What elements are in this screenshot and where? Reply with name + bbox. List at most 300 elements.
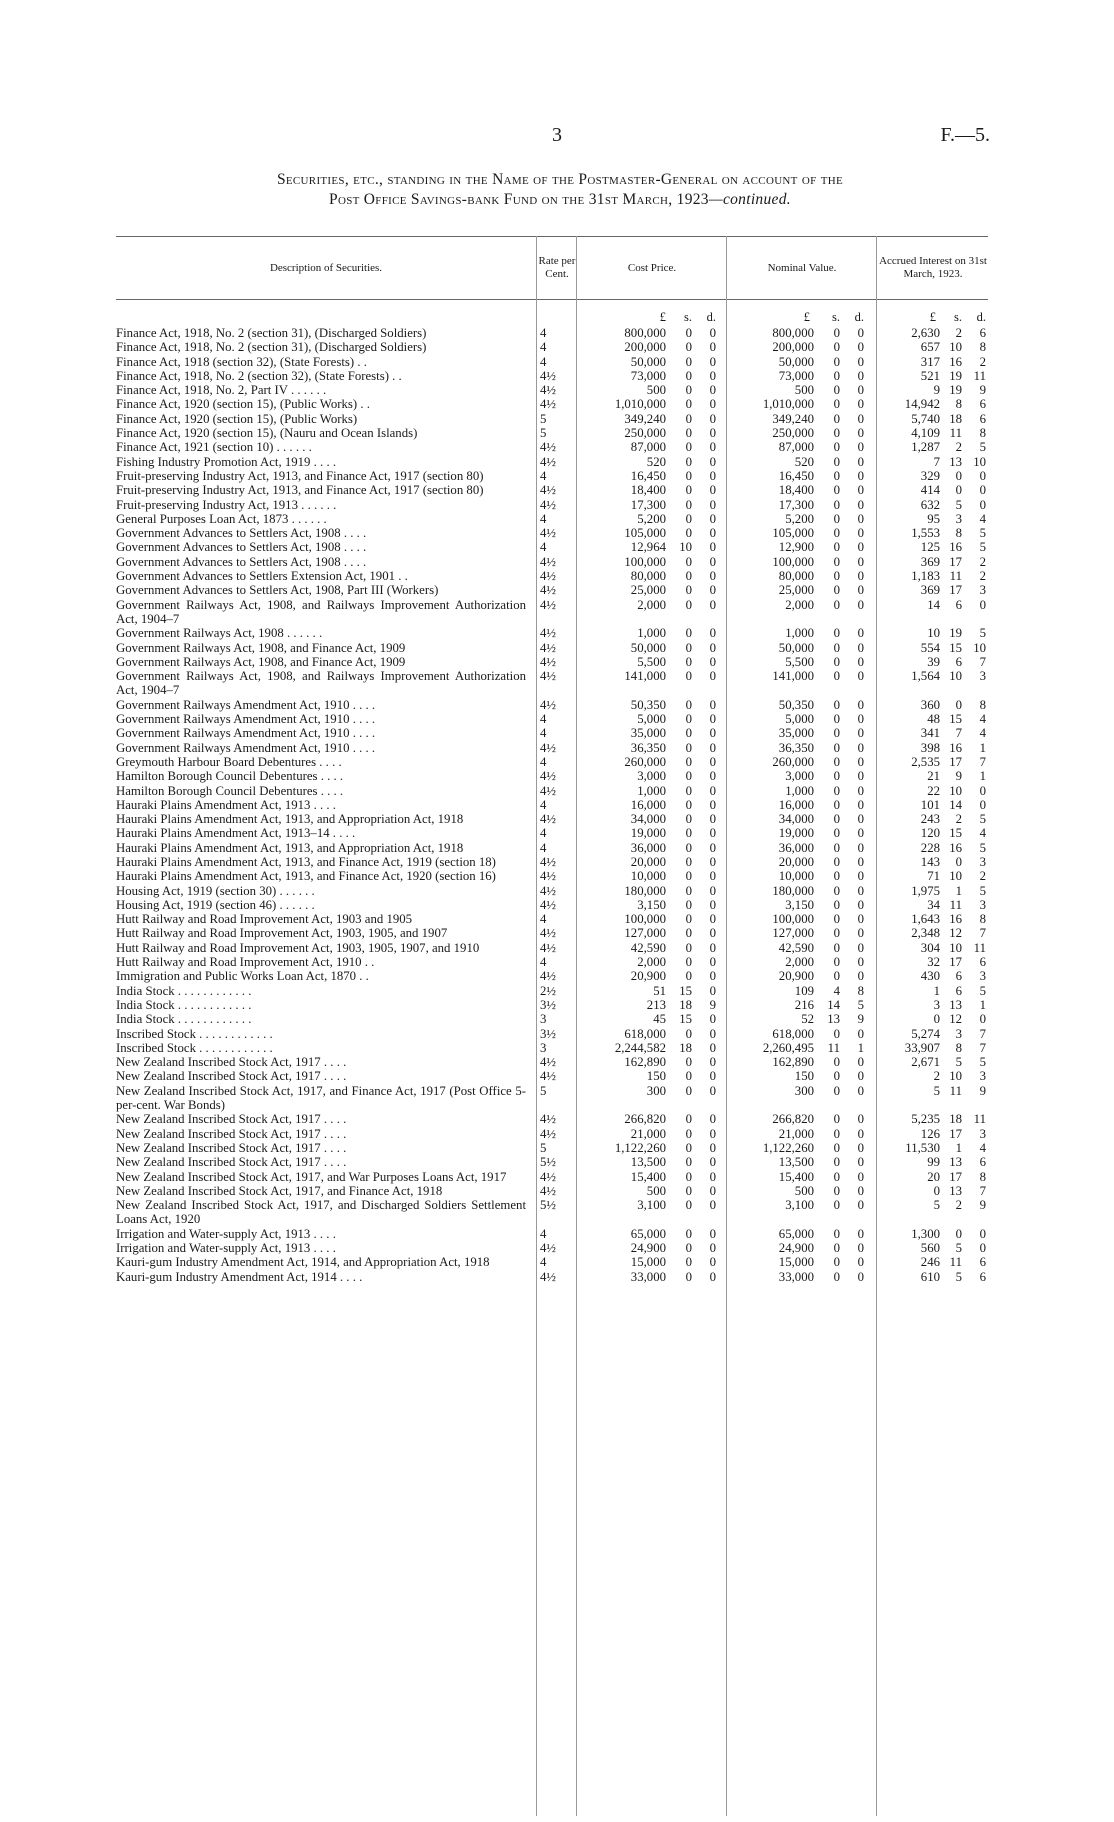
cost-pounds: 65,000: [630, 1226, 666, 1241]
cost-shillings: 0: [685, 340, 692, 355]
cost-pence: 0: [709, 797, 716, 812]
cost-pounds: 162,890: [624, 1055, 666, 1070]
accrued-shillings: 13: [949, 1183, 962, 1198]
nominal-pence: 0: [857, 1226, 864, 1241]
nominal-shillings: 0: [833, 1026, 840, 1041]
nominal-shillings: 0: [833, 840, 840, 855]
table-row: [116, 1084, 988, 1113]
cost-pence: 0: [709, 1269, 716, 1284]
nominal-pounds: 20,000: [778, 854, 814, 869]
rate-per-cent: 4½: [540, 626, 556, 641]
cost-pounds: 10,000: [630, 869, 666, 884]
nominal-shillings: 0: [833, 969, 840, 984]
accrued-pounds: 360: [920, 697, 940, 712]
nominal-shillings: 0: [833, 483, 840, 498]
security-description: Finance Act, 1918, No. 2 (section 31), (Discharged Soldiers): [116, 326, 427, 340]
cost-pounds: 1,000: [637, 626, 666, 641]
nominal-shillings: 0: [833, 1269, 840, 1284]
nominal-shillings: 0: [833, 383, 840, 398]
rate-per-cent: 4½: [540, 783, 556, 798]
security-description: India Stock . . . . . . . . . . . .: [116, 1012, 252, 1027]
cost-shillings: 0: [685, 1026, 692, 1041]
nominal-shillings: 0: [833, 468, 840, 483]
nominal-pounds: 50,350: [778, 697, 814, 712]
accrued-pounds: 341: [920, 726, 940, 741]
cost-pence: 0: [709, 583, 716, 598]
security-description: Kauri-gum Industry Amendment Act, 1914, and Appropriation Act, 1918: [116, 1255, 490, 1270]
nominal-pence: 0: [857, 969, 864, 984]
accrued-pounds: 126: [920, 1126, 940, 1141]
table-row: [116, 841, 988, 855]
nominal-pounds: 1,000: [785, 626, 814, 641]
security-description: Inscribed Stock . . . . . . . . . . . .: [116, 1040, 273, 1055]
cost-shillings: 0: [685, 597, 692, 612]
rate-per-cent: 4½: [540, 869, 556, 884]
nominal-pounds: 1,122,260: [762, 1140, 814, 1155]
cost-pence: 0: [709, 740, 716, 755]
nominal-pounds: 33,000: [778, 1269, 814, 1284]
accrued-pence: 9: [979, 1198, 986, 1213]
nominal-pence: 0: [857, 654, 864, 669]
rate-per-cent: 5½: [540, 1198, 556, 1213]
nominal-shillings: 0: [833, 1255, 840, 1270]
nominal-pence: 0: [857, 1055, 864, 1070]
nominal-pence: 0: [857, 783, 864, 798]
security-description: New Zealand Inscribed Stock Act, 1917 . . . .: [116, 1155, 347, 1170]
nominal-shillings: 0: [833, 1226, 840, 1241]
nominal-pence: 0: [857, 812, 864, 827]
security-description: Finance Act, 1918, No. 2 (section 32), (State Forests) . .: [116, 368, 402, 383]
cost-pounds: 19,000: [630, 826, 666, 841]
cost-pence: 0: [709, 726, 716, 741]
nominal-pounds: 5,000: [785, 712, 814, 727]
accrued-shillings: 19: [949, 383, 962, 398]
cost-shillings: 0: [685, 1140, 692, 1155]
cost-shillings: 0: [685, 697, 692, 712]
nominal-shillings: 0: [833, 583, 840, 598]
security-description: Fruit-preserving Industry Act, 1913, and Finance Act, 1917 (section 80): [116, 468, 484, 483]
nominal-pence: 0: [857, 1155, 864, 1170]
security-description: Hamilton Borough Council Debentures . . . .: [116, 783, 344, 798]
accrued-shillings: 13: [949, 1155, 962, 1170]
cost-pounds: 260,000: [624, 754, 666, 769]
security-description: Government Railways Amendment Act, 1910 . . . .: [116, 726, 376, 741]
cost-pounds: 25,000: [630, 583, 666, 598]
accrued-pence: 6: [979, 1255, 986, 1270]
unit-shilling: s.: [832, 310, 840, 324]
table-row: [116, 369, 988, 383]
security-description: New Zealand Inscribed Stock Act, 1917, and Discharged Soldiers Settlement Loans Act, 1920: [116, 1198, 526, 1227]
table-row: [116, 1027, 988, 1041]
security-description: Government Advances to Settlers Act, 1908 . . . .: [116, 540, 367, 555]
cost-pence: 9: [709, 997, 716, 1012]
nominal-pounds: 34,000: [778, 812, 814, 827]
nominal-shillings: 0: [833, 368, 840, 383]
cost-pence: 0: [709, 440, 716, 455]
nominal-shillings: 0: [833, 783, 840, 798]
cost-pounds: 15,000: [630, 1255, 666, 1270]
accrued-shillings: 19: [949, 626, 962, 641]
accrued-pence: 3: [979, 897, 986, 912]
accrued-pence: 7: [979, 1026, 986, 1041]
nominal-shillings: 0: [833, 397, 840, 412]
table-row: [116, 598, 988, 627]
accrued-pounds: 10: [927, 626, 940, 641]
accrued-shillings: 16: [949, 912, 962, 927]
title-continued: —continued.: [708, 191, 791, 208]
accrued-pence: 7: [979, 754, 986, 769]
cost-pounds: 100,000: [624, 554, 666, 569]
nominal-pounds: 800,000: [772, 326, 814, 340]
column-header-rate: Rate per Cent.: [536, 237, 577, 299]
security-description: New Zealand Inscribed Stock Act, 1917, and Finance Act, 1918: [116, 1183, 443, 1198]
cost-pence: 0: [709, 1140, 716, 1155]
accrued-pence: 5: [979, 626, 986, 641]
security-description: Hauraki Plains Amendment Act, 1913, and Appropriation Act, 1918: [116, 812, 464, 827]
nominal-shillings: 0: [833, 326, 840, 340]
accrued-pounds: 228: [920, 840, 940, 855]
cost-shillings: 0: [685, 483, 692, 498]
nominal-shillings: 0: [833, 854, 840, 869]
accrued-pounds: 246: [920, 1255, 940, 1270]
cost-pounds: 618,000: [624, 1026, 666, 1041]
table-row: [116, 641, 988, 655]
rate-per-cent: 4: [540, 340, 547, 355]
table-row: [116, 383, 988, 397]
cost-shillings: 0: [685, 654, 692, 669]
nominal-pence: 1: [857, 1040, 864, 1055]
accrued-pounds: 329: [920, 468, 940, 483]
cost-pence: 0: [709, 497, 716, 512]
unit-pence: d.: [706, 310, 716, 324]
accrued-shillings: 5: [955, 497, 962, 512]
cost-pounds: 87,000: [630, 440, 666, 455]
title-line-2-text: Post Office Savings-bank Fund on the 31st March, 1923: [329, 191, 709, 208]
nominal-pence: 0: [857, 1126, 864, 1141]
nominal-pence: 0: [857, 368, 864, 383]
table-row: [116, 712, 988, 726]
accrued-pounds: 5: [933, 1198, 940, 1213]
rate-per-cent: 4½: [540, 883, 556, 898]
cost-shillings: 0: [685, 926, 692, 941]
cost-shillings: 0: [685, 440, 692, 455]
accrued-shillings: 13: [949, 997, 962, 1012]
cost-pounds: 73,000: [630, 368, 666, 383]
accrued-pence: 3: [979, 669, 986, 684]
nominal-shillings: 11: [827, 1040, 840, 1055]
nominal-pounds: 500: [794, 1183, 814, 1198]
accrued-pence: 2: [979, 569, 986, 584]
security-description: Government Railways Act, 1908, and Railways Improvement Authorization Act, 1904–7: [116, 597, 526, 626]
security-description: New Zealand Inscribed Stock Act, 1917, and Finance Act, 1917 (Post Office 5-per-cent. War Bonds): [116, 1083, 526, 1113]
nominal-pounds: 17,300: [778, 497, 814, 512]
nominal-pence: 0: [857, 912, 864, 927]
nominal-shillings: 0: [833, 826, 840, 841]
table-row: [116, 469, 988, 483]
nominal-shillings: 0: [833, 511, 840, 526]
cost-pounds: 16,000: [630, 797, 666, 812]
accrued-pence: 9: [979, 1083, 986, 1098]
cost-pence: 0: [709, 754, 716, 769]
table-row: [116, 526, 988, 540]
rate-per-cent: 4: [540, 511, 547, 526]
cost-shillings: 0: [685, 812, 692, 827]
nominal-pence: 0: [857, 1269, 864, 1284]
accrued-shillings: 15: [949, 640, 962, 655]
nominal-shillings: 0: [833, 869, 840, 884]
security-description: India Stock . . . . . . . . . . . .: [116, 997, 252, 1012]
rate-per-cent: 4½: [540, 654, 556, 669]
accrued-shillings: 3: [955, 1026, 962, 1041]
table-row: [116, 540, 988, 554]
accrued-shillings: 10: [949, 340, 962, 355]
nominal-pounds: 42,590: [778, 940, 814, 955]
rate-per-cent: 4½: [540, 483, 556, 498]
cost-pounds: 35,000: [630, 726, 666, 741]
accrued-shillings: 17: [949, 583, 962, 598]
accrued-pence: 3: [979, 1126, 986, 1141]
unit-pound: £: [929, 310, 936, 324]
nominal-pounds: 15,000: [778, 1255, 814, 1270]
accrued-pence: 7: [979, 654, 986, 669]
accrued-pounds: 4,109: [911, 426, 940, 441]
nominal-pounds: 20,900: [778, 969, 814, 984]
nominal-pounds: 50,000: [778, 354, 814, 369]
rate-per-cent: 4½: [540, 1126, 556, 1141]
page-reference: F.—5.: [940, 124, 990, 146]
cost-shillings: 0: [685, 754, 692, 769]
cost-pence: 0: [709, 1112, 716, 1127]
accrued-shillings: 6: [955, 597, 962, 612]
accrued-pence: 0: [979, 783, 986, 798]
nominal-pence: 0: [857, 583, 864, 598]
rate-per-cent: 2½: [540, 983, 556, 998]
nominal-pence: 0: [857, 397, 864, 412]
table-row: [116, 812, 988, 826]
cost-pounds: 3,100: [637, 1198, 666, 1213]
accrued-shillings: 8: [955, 397, 962, 412]
accrued-pounds: 2,348: [911, 926, 940, 941]
rate-per-cent: 4½: [540, 597, 556, 612]
accrued-pounds: 2,671: [911, 1055, 940, 1070]
nominal-shillings: 0: [833, 754, 840, 769]
cost-shillings: 0: [685, 383, 692, 398]
nominal-shillings: 0: [833, 569, 840, 584]
security-description: Government Railways Act, 1908 . . . . . .: [116, 626, 323, 641]
cost-pence: 0: [709, 1040, 716, 1055]
accrued-shillings: 18: [949, 1112, 962, 1127]
security-description: Government Advances to Settlers Act, 1908 . . . .: [116, 526, 367, 541]
accrued-pounds: 7: [933, 454, 940, 469]
cost-pence: 0: [709, 669, 716, 684]
accrued-pounds: 2,535: [911, 754, 940, 769]
cost-pounds: 1,000: [637, 783, 666, 798]
accrued-pence: 0: [979, 483, 986, 498]
accrued-pounds: 101: [920, 797, 940, 812]
accrued-pence: 5: [979, 983, 986, 998]
unit-pound: £: [659, 310, 666, 324]
nominal-pounds: 3,000: [785, 769, 814, 784]
accrued-pence: 6: [979, 326, 986, 340]
accrued-shillings: 16: [949, 354, 962, 369]
cost-pounds: 51: [653, 983, 666, 998]
nominal-pounds: 250,000: [772, 426, 814, 441]
table-row: [116, 955, 988, 969]
nominal-pence: 0: [857, 540, 864, 555]
nominal-pence: 0: [857, 697, 864, 712]
cost-shillings: 0: [685, 783, 692, 798]
nominal-shillings: 0: [833, 454, 840, 469]
nominal-pence: 0: [857, 626, 864, 641]
accrued-pounds: 398: [920, 740, 940, 755]
rate-per-cent: 4½: [540, 769, 556, 784]
accrued-pounds: 0: [933, 1183, 940, 1198]
accrued-shillings: 10: [949, 940, 962, 955]
cost-shillings: 0: [685, 454, 692, 469]
nominal-pounds: 100,000: [772, 554, 814, 569]
nominal-pounds: 141,000: [772, 669, 814, 684]
security-description: Hutt Railway and Road Improvement Act, 1903, 1905, 1907, and 1910: [116, 940, 480, 955]
nominal-shillings: 0: [833, 1198, 840, 1213]
cost-pounds: 250,000: [624, 426, 666, 441]
nominal-pence: 0: [857, 840, 864, 855]
security-description: Government Railways Amendment Act, 1910 . . . .: [116, 697, 376, 712]
cost-pounds: 1,010,000: [614, 397, 666, 412]
table-row: [116, 1241, 988, 1255]
accrued-shillings: 0: [955, 1226, 962, 1241]
table-row: [116, 898, 988, 912]
cost-shillings: 0: [685, 411, 692, 426]
accrued-shillings: 6: [955, 983, 962, 998]
security-description: New Zealand Inscribed Stock Act, 1917 . . . .: [116, 1140, 347, 1155]
rate-per-cent: 3½: [540, 997, 556, 1012]
cost-shillings: 0: [685, 368, 692, 383]
nominal-pence: 0: [857, 640, 864, 655]
nominal-pounds: 260,000: [772, 754, 814, 769]
security-description: Finance Act, 1918, No. 2 (section 31), (Discharged Soldiers): [116, 340, 427, 355]
cost-shillings: 0: [685, 669, 692, 684]
cost-pence: 0: [709, 1169, 716, 1184]
nominal-shillings: 0: [833, 1112, 840, 1127]
cost-pounds: 1,122,260: [614, 1140, 666, 1155]
nominal-shillings: 0: [833, 1155, 840, 1170]
rate-per-cent: 4: [540, 1255, 547, 1270]
nominal-shillings: 0: [833, 797, 840, 812]
cost-pounds: 2,000: [637, 955, 666, 970]
accrued-pence: 5: [979, 840, 986, 855]
accrued-pence: 6: [979, 955, 986, 970]
table-row: [116, 498, 988, 512]
accrued-pence: 6: [979, 397, 986, 412]
security-description: New Zealand Inscribed Stock Act, 1917 . . . .: [116, 1126, 347, 1141]
nominal-pence: 0: [857, 383, 864, 398]
cost-pounds: 800,000: [624, 326, 666, 340]
nominal-shillings: 0: [833, 912, 840, 927]
accrued-pence: 2: [979, 354, 986, 369]
cost-pounds: 36,000: [630, 840, 666, 855]
nominal-pence: 0: [857, 1140, 864, 1155]
nominal-pounds: 1,010,000: [762, 397, 814, 412]
cost-pounds: 24,900: [630, 1241, 666, 1255]
nominal-pounds: 52: [801, 1012, 814, 1027]
rate-per-cent: 3: [540, 1040, 547, 1055]
security-description: Greymouth Harbour Board Debentures . . . .: [116, 754, 342, 769]
nominal-shillings: 0: [833, 883, 840, 898]
accrued-shillings: 10: [949, 669, 962, 684]
table-row: [116, 483, 988, 497]
nominal-shillings: 0: [833, 1055, 840, 1070]
nominal-pence: 0: [857, 712, 864, 727]
nominal-pounds: 36,350: [778, 740, 814, 755]
nominal-pence: 0: [857, 669, 864, 684]
rate-per-cent: 4½: [540, 940, 556, 955]
cost-pounds: 213: [646, 997, 666, 1012]
nominal-pounds: 1,000: [785, 783, 814, 798]
unit-pence: d.: [976, 310, 986, 324]
accrued-pounds: 1: [933, 983, 940, 998]
table-row: [116, 1069, 988, 1083]
rate-per-cent: 4½: [540, 1269, 556, 1284]
accrued-pence: 5: [979, 812, 986, 827]
cost-pence: 0: [709, 769, 716, 784]
nominal-pence: 8: [857, 983, 864, 998]
accrued-pence: 0: [979, 497, 986, 512]
rate-per-cent: 4: [540, 726, 547, 741]
accrued-pounds: 3: [933, 997, 940, 1012]
rate-per-cent: 4½: [540, 1169, 556, 1184]
nominal-pounds: 105,000: [772, 526, 814, 541]
cost-pence: 0: [709, 1198, 716, 1213]
accrued-pounds: 32: [927, 955, 940, 970]
accrued-pounds: 1,564: [911, 669, 940, 684]
nominal-pence: 0: [857, 883, 864, 898]
accrued-pence: 2: [979, 554, 986, 569]
nominal-pounds: 80,000: [778, 569, 814, 584]
rate-per-cent: 4: [540, 912, 547, 927]
cost-pounds: 5,500: [637, 654, 666, 669]
cost-pounds: 50,000: [630, 354, 666, 369]
accrued-pounds: 521: [920, 368, 940, 383]
accrued-shillings: 10: [949, 1069, 962, 1084]
accrued-pounds: 1,300: [911, 1226, 940, 1241]
security-description: Hauraki Plains Amendment Act, 1913 . . . .: [116, 797, 337, 812]
accrued-pounds: 5: [933, 1083, 940, 1098]
accrued-pence: 3: [979, 1069, 986, 1084]
cost-shillings: 0: [685, 626, 692, 641]
security-description: Housing Act, 1919 (section 30) . . . . . .: [116, 883, 315, 898]
nominal-shillings: 0: [833, 1083, 840, 1098]
accrued-shillings: 10: [949, 869, 962, 884]
table-row: [116, 926, 988, 940]
table-row: [116, 326, 988, 340]
table-row: [116, 1170, 988, 1184]
accrued-pounds: 0: [933, 1012, 940, 1027]
table-row: [116, 569, 988, 583]
nominal-shillings: 0: [833, 526, 840, 541]
table-row: [116, 340, 988, 354]
accrued-pence: 10: [973, 454, 986, 469]
table-row: [116, 440, 988, 454]
cost-pounds: 15,400: [630, 1169, 666, 1184]
nominal-pounds: 100,000: [772, 912, 814, 927]
nominal-pence: 5: [857, 997, 864, 1012]
accrued-shillings: 2: [955, 326, 962, 340]
rate-per-cent: 4½: [540, 440, 556, 455]
accrued-pounds: 71: [927, 869, 940, 884]
cost-shillings: 0: [685, 769, 692, 784]
security-description: Housing Act, 1919 (section 46) . . . . . .: [116, 897, 315, 912]
nominal-shillings: 0: [833, 640, 840, 655]
